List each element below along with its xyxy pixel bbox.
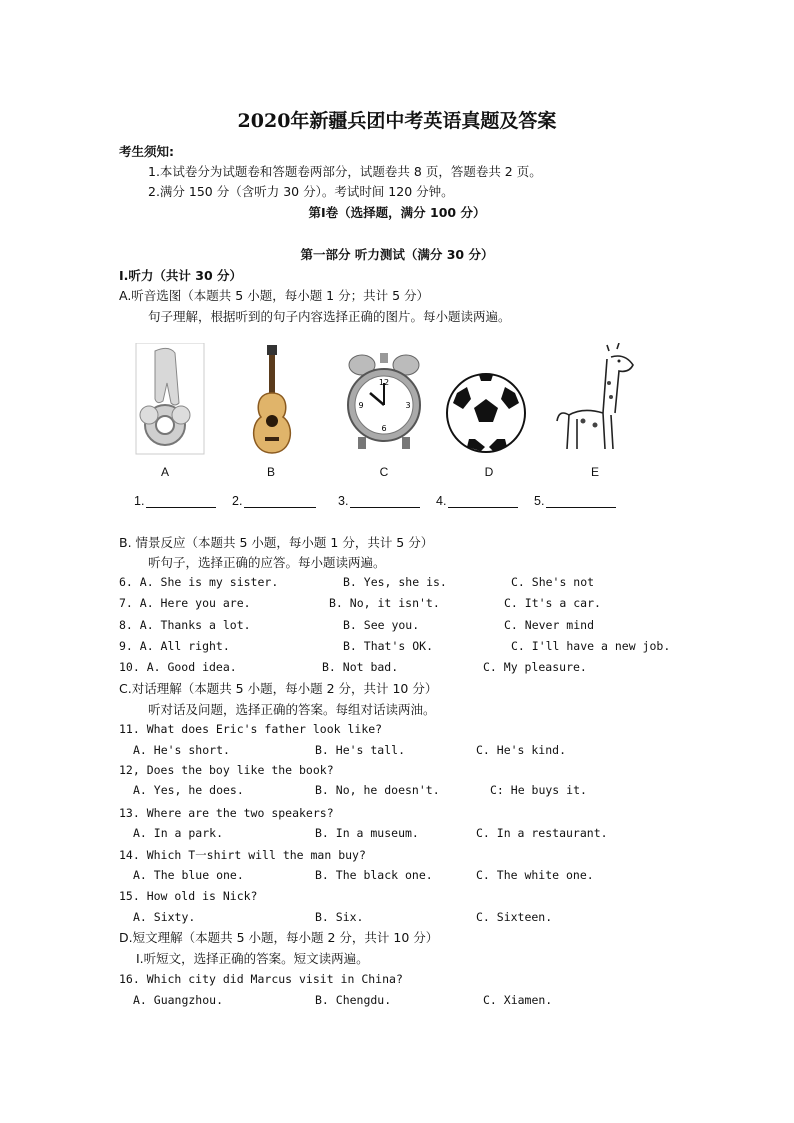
picture-letter-d: D [484, 465, 494, 479]
section-b-heading: B. 情景反应（本题共 5 小题，每小题 1 分，共计 5 分） [119, 535, 434, 550]
question-8-option-a: 8. A. Thanks a lot. [119, 618, 251, 632]
question-16-option-c: C. Xiamen. [483, 993, 553, 1007]
section-a-heading: A.听音选图（本题共 5 小题，每小题 1 分；共计 5 分） [119, 288, 430, 303]
question-6-option-a: 6. A. She is my sister. [119, 575, 279, 589]
section-d-instruction: Ⅰ.听短文，选择正确的答案。短文读两遍。 [136, 951, 369, 966]
question-11-option-c: C. He's kind. [476, 743, 567, 757]
question-13-option-c: C. In a restaurant. [476, 826, 608, 840]
answer-blank-label: 2. [232, 494, 243, 508]
question-14-option-a: A. The blue one. [133, 868, 244, 882]
question-6-option-b: B. Yes, she is. [343, 575, 447, 589]
question-13-option-a: A. In a park. [133, 826, 224, 840]
alarm-clock-icon [344, 343, 424, 455]
question-7-option-b: B. No, it isn't. [329, 596, 440, 610]
answer-blank-1[interactable] [134, 493, 216, 508]
question-14-option-c: C. The white one. [476, 868, 594, 882]
notice-heading: 考生须知: [119, 144, 174, 159]
section-b-instruction: 听句子，选择正确的应答。每小题读两遍。 [148, 555, 386, 570]
answer-blank-label: 4. [436, 494, 447, 508]
question-10-option-b: B. Not bad. [322, 660, 399, 674]
svg-text:3: 3 [405, 401, 411, 410]
question-9-option-c: C. I'll have a new job. [511, 639, 671, 653]
question-14-option-b: B. The black one. [315, 868, 433, 882]
volume-heading: 第Ⅰ卷（选择题，满分 100 分） [308, 205, 486, 220]
svg-text:12: 12 [378, 378, 390, 387]
guitar-icon [243, 343, 303, 455]
question-8-option-c: C. Never mind [504, 618, 595, 632]
question-10-option-a: 10. A. Good idea. [119, 660, 237, 674]
section-d-heading: D.短文理解（本题共 5 小题，每小题 2 分，共计 10 分） [119, 930, 439, 945]
picture-letter-b: B [266, 465, 275, 479]
question-10-option-c: C. My pleasure. [483, 660, 587, 674]
notice-item-1: 1.本试卷分为试题卷和答题卷两部分，试题卷共 8 页，答题卷共 2 页。 [148, 164, 542, 179]
answer-blank-2[interactable] [232, 493, 316, 508]
question-14: 14. Which T一shirt will the man buy? [119, 848, 366, 862]
section-a-instruction: 句子理解，根据听到的句子内容选择正确的图片。每小题读两遍。 [148, 309, 511, 324]
question-9-option-b: B. That's OK. [343, 639, 434, 653]
answer-blank-label: 3. [338, 494, 349, 508]
picture-letter-c: C [379, 465, 389, 479]
section1-heading: I.听力（共计 30 分） [119, 268, 242, 283]
notice-item-2: 2.满分 150 分（含听力 30 分）。考试时间 120 分钟。 [148, 184, 454, 199]
question-7-option-a: 7. A. Here you are. [119, 596, 251, 610]
answer-blank-label: 1. [134, 494, 145, 508]
question-9-option-a: 9. A. All right. [119, 639, 230, 653]
svg-text:9: 9 [358, 401, 364, 410]
question-6-option-c: C. She's not [511, 575, 595, 589]
question-15-option-c: C. Sixteen. [476, 910, 553, 924]
question-16-option-a: A. Guangzhou. [133, 993, 224, 1007]
question-16-option-b: B. Chengdu. [315, 993, 392, 1007]
answer-blank-3[interactable] [338, 493, 420, 508]
question-13-option-b: B. In a museum. [315, 826, 419, 840]
question-7-option-c: C. It's a car. [504, 596, 601, 610]
page-title: 2020年新疆兵团中考英语真题及答案 [237, 110, 557, 132]
answer-blank-4[interactable] [436, 493, 518, 508]
question-15-option-b: B. Six. [315, 910, 364, 924]
soccer-ball-icon [445, 343, 527, 455]
section-c-heading: C.对话理解（本题共 5 小题，每小题 2 分，共计 10 分） [119, 681, 438, 696]
question-8-option-b: B. See you. [343, 618, 420, 632]
answer-blank-5[interactable] [534, 493, 616, 508]
question-12-option-b: B. No, he doesn't. [315, 783, 440, 797]
question-12-option-c: C: He buys it. [490, 783, 587, 797]
section-c-instruction: 听对话及问题，选择正确的答案。每组对话读两油。 [148, 702, 436, 717]
question-15: 15. How old is Nick? [119, 889, 258, 903]
svg-text:6: 6 [381, 424, 387, 433]
question-12: 12, Does the boy like the book? [119, 763, 334, 777]
question-15-option-a: A. Sixty. [133, 910, 196, 924]
picture-letter-e: E [590, 465, 599, 479]
question-16: 16. Which city did Marcus visit in China? [119, 972, 403, 986]
part1-heading: 第一部分 听力测试（满分 30 分） [300, 247, 494, 262]
question-12-option-a: A. Yes, he does. [133, 783, 244, 797]
question-11-option-b: B. He's tall. [315, 743, 406, 757]
question-11-option-a: A. He's short. [133, 743, 230, 757]
giraffe-icon [553, 343, 641, 455]
key-icon [135, 343, 205, 455]
question-11: 11. What does Eric's father look like? [119, 722, 383, 736]
picture-letter-a: A [160, 465, 169, 479]
answer-blank-label: 5. [534, 494, 545, 508]
question-13: 13. Where are the two speakers? [119, 806, 334, 820]
